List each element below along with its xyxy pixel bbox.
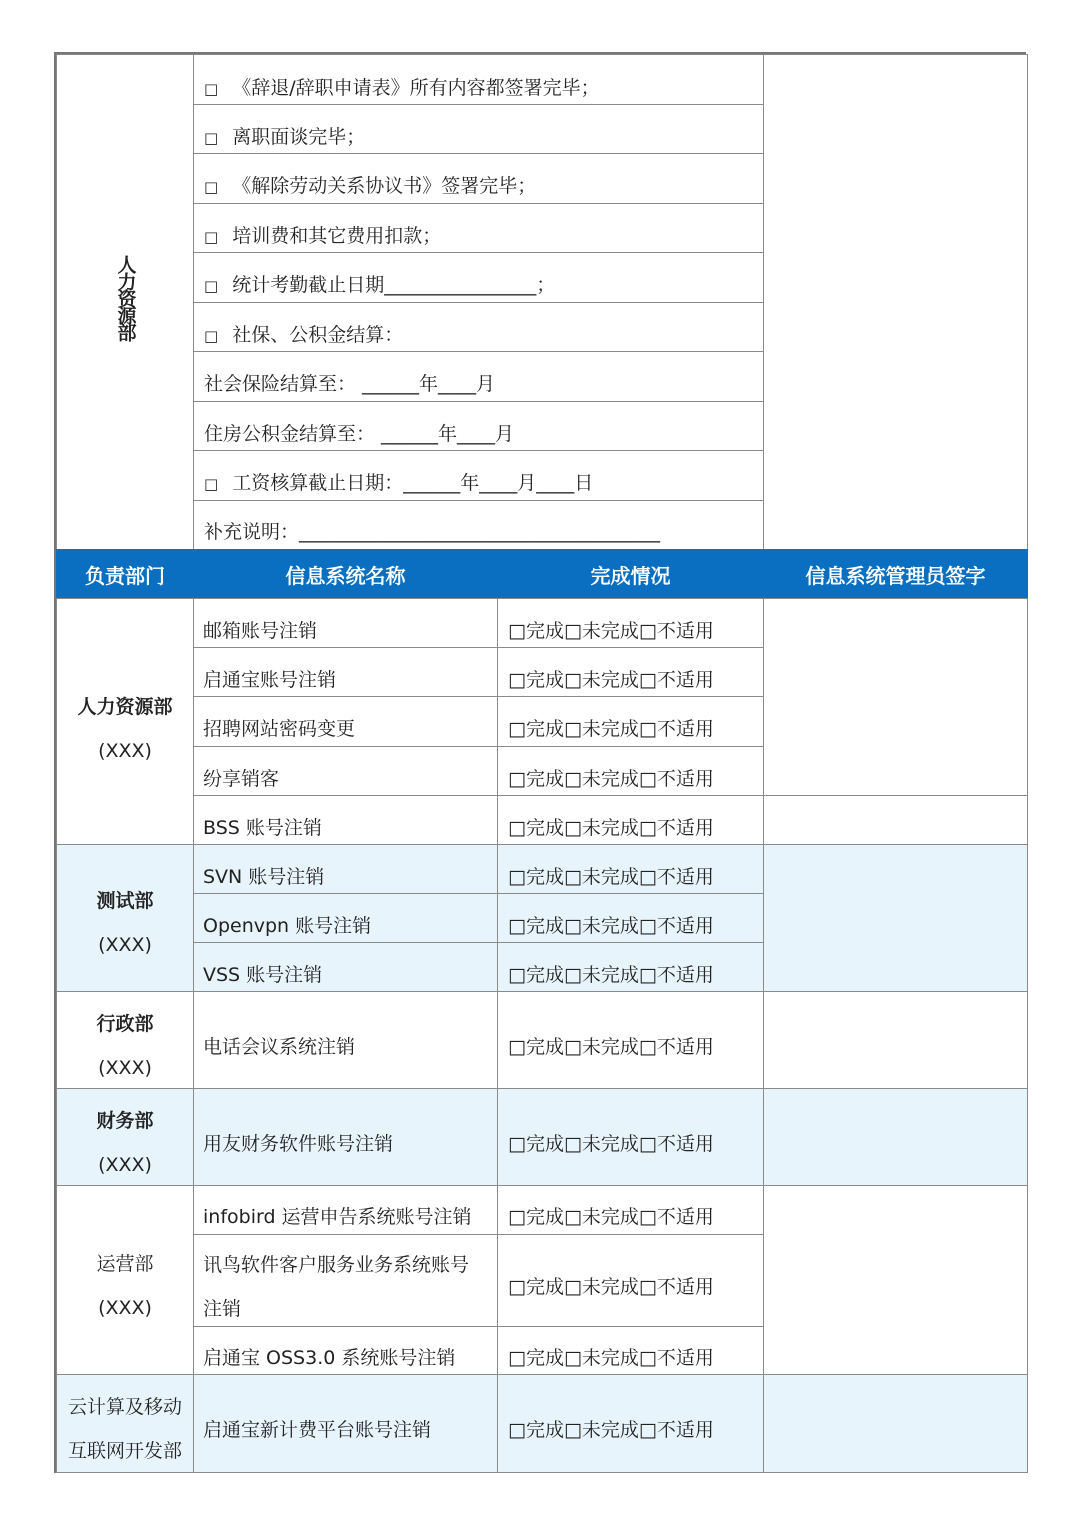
system-row: 启通宝 OSS3.0 系统账号注销 [193,1326,498,1375]
salary-cutoff-row: □ 工资核算截止日期：______年____月____日 [193,450,764,501]
admin-signature-cell[interactable] [763,1374,1028,1473]
offboarding-form-table [54,52,1026,1473]
hr-checklist-item: □ 离职面谈完毕； [193,104,764,154]
status-options[interactable]: □完成□未完成□不适用 [497,647,764,697]
header-status: 完成情况 [497,549,764,599]
status-options[interactable]: □完成□未完成□不适用 [497,1374,764,1473]
status-options[interactable]: □完成□未完成□不适用 [497,1234,764,1327]
system-row: VSS 账号注销 [193,942,498,992]
hr-dept-vertical-label: 人力资源部 [114,255,137,340]
status-options[interactable]: □完成□未完成□不适用 [497,1088,764,1186]
checkbox-icon[interactable]: □ [204,129,219,147]
admin-signature-cell[interactable] [763,598,1028,796]
hr-checklist-item: □ 培训费和其它费用扣款； [193,203,764,253]
header-dept: 负责部门 [56,549,194,599]
system-row: 邮箱账号注销 [193,598,498,648]
hr-checklist-item: □ 统计考勤截止日期________________； [193,252,764,303]
status-options[interactable]: □完成□未完成□不适用 [497,1326,764,1375]
dept-cell-testing: 测试部 (XXX) [56,844,194,992]
header-system-name: 信息系统名称 [193,549,498,599]
system-row: BSS 账号注销 [193,795,498,845]
header-admin-signature: 信息系统管理员签字 [763,549,1028,599]
system-row: infobird 运营申告系统账号注销 [193,1185,498,1235]
checkbox-icon[interactable]: □ [204,327,219,345]
admin-signature-cell[interactable] [763,795,1028,845]
hr-dept-cell [56,54,194,550]
status-options[interactable]: □完成□未完成□不适用 [497,893,764,943]
dept-cell-admin: 行政部 (XXX) [56,991,194,1089]
supplement-row: 补充说明：______________________________________ [193,500,764,550]
system-row: 启通宝账号注销 [193,647,498,697]
status-options[interactable]: □完成□未完成□不适用 [497,844,764,894]
admin-signature-cell[interactable] [763,1088,1028,1186]
status-options[interactable]: □完成□未完成□不适用 [497,696,764,747]
status-options[interactable]: □完成□未完成□不适用 [497,991,764,1089]
hr-checklist-item: □ 社保、公积金结算： [193,302,764,352]
status-options[interactable]: □完成□未完成□不适用 [497,795,764,845]
status-options[interactable]: □完成□未完成□不适用 [497,1185,764,1235]
system-row: SVN 账号注销 [193,844,498,894]
system-row: 纷享销客 [193,746,498,796]
dept-cell-operations: 运营部 (XXX) [56,1185,194,1375]
system-row: Openvpn 账号注销 [193,893,498,943]
system-row: 招聘网站密码变更 [193,696,498,747]
system-row: 用友财务软件账号注销 [193,1088,498,1186]
dept-cell-cloud-mobile: 云计算及移动 互联网开发部 [56,1374,194,1473]
hr-checklist-item: □ 《辞退/辞职申请表》所有内容都签署完毕； [193,54,764,105]
hr-checklist-item: □ 《解除劳动关系协议书》签署完毕； [193,153,764,204]
admin-signature-cell[interactable] [763,991,1028,1089]
dept-cell-hr: 人力资源部 (XXX) [56,598,194,845]
social-insurance-row: 社会保险结算至： ______年____月 [193,351,764,402]
status-options[interactable]: □完成□未完成□不适用 [497,598,764,648]
system-row: 电话会议系统注销 [193,991,498,1089]
checkbox-icon[interactable]: □ [204,228,219,246]
housing-fund-row: 住房公积金结算至： ______年____月 [193,401,764,451]
status-options[interactable]: □完成□未完成□不适用 [497,942,764,992]
checkbox-icon[interactable]: □ [204,475,219,493]
dept-cell-finance: 财务部 (XXX) [56,1088,194,1186]
system-row: 讯鸟软件客户服务业务系统账号 注销 [193,1234,498,1327]
hr-signature-cell[interactable] [763,54,1028,550]
checkbox-icon[interactable]: □ [204,178,219,196]
admin-signature-cell[interactable] [763,844,1028,992]
admin-signature-cell[interactable] [763,1185,1028,1375]
status-options[interactable]: □完成□未完成□不适用 [497,746,764,796]
checkbox-icon[interactable]: □ [204,80,219,98]
checkbox-icon[interactable]: □ [204,277,219,295]
system-row: 启通宝新计费平台账号注销 [193,1374,498,1473]
